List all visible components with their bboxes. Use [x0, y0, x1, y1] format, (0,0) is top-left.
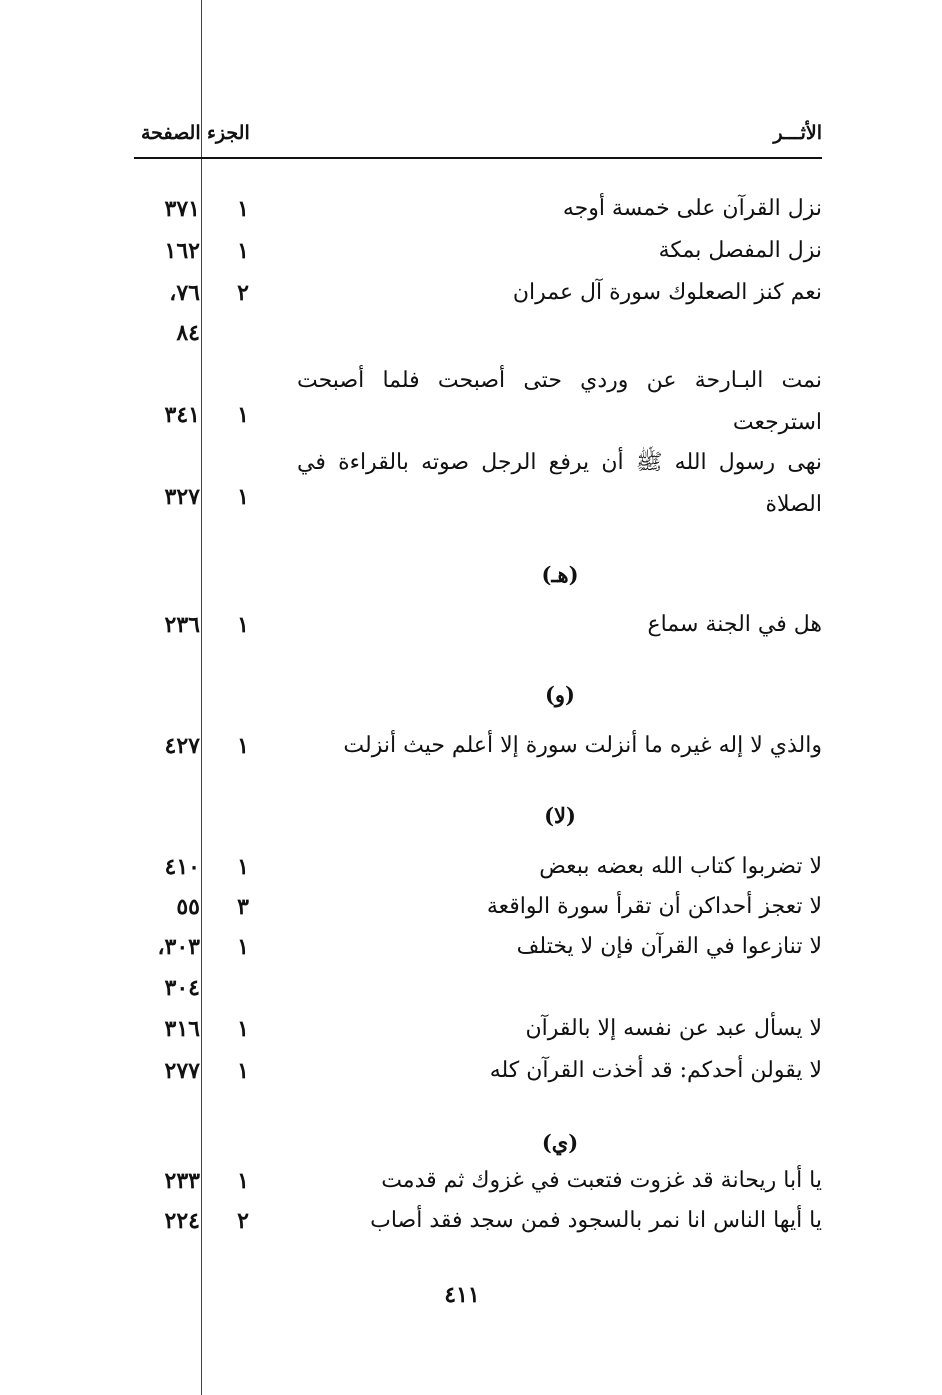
entry-page: ٢٣٣ [164, 1168, 200, 1194]
entry-text: نزل القرآن على خمسة أوجه [562, 196, 822, 221]
entry-volume: ١ [237, 1168, 249, 1194]
entry-text: لا تنازعوا في القرآن فإن لا يختلف [516, 934, 822, 959]
entry-volume: ١ [237, 612, 249, 638]
entry-volume: ١ [237, 733, 249, 759]
entry-page: ٢٧٧ [164, 1058, 200, 1084]
section-heading-la: (لا) [544, 803, 576, 828]
entry-text: لا يقولن أحدكم: قد أخذت القرآن كله [489, 1058, 822, 1083]
entry-text: نعم كنز الصعلوك سورة آل عمران [512, 280, 822, 305]
entry-volume: ١ [237, 934, 249, 960]
section-heading-waw: (و) [544, 682, 575, 707]
entry-page: ٧٦، [169, 280, 200, 306]
entry-text: يا أيها الناس انا نمر بالسجود فمن سجد فقد أصاب [370, 1208, 822, 1233]
entry-page-continued: ٨٤ [176, 320, 200, 346]
entry-volume: ٣ [237, 894, 249, 920]
entry-page: ٣٧١ [164, 196, 200, 222]
entry-page: ٣١٦ [164, 1016, 200, 1042]
entry-page-continued: ٣٠٤ [164, 975, 200, 1001]
entry-page: ٣٢٧ [164, 484, 200, 510]
entry-text: نمت البـارحة عن وردي حتى أصبحت فلما أصبحت استرجعت [297, 368, 822, 435]
entry-page: ٣٤١ [164, 402, 200, 428]
entry-text: يا أبا ريحانة قد غزوت فتعبت في غزوك ثم قدمت [381, 1168, 822, 1193]
entry-text: نهى رسول الله ﷺ أن يرفع الرجل صوته بالقراءة في الصلاة [297, 450, 822, 517]
entry-text: والذي لا إله غيره ما أنزلت سورة إلا أعلم حيث أنزلت [343, 733, 822, 758]
entry-volume: ١ [237, 1058, 249, 1084]
entry-volume: ١ [237, 484, 249, 510]
entry-volume: ١ [237, 854, 249, 880]
entry-page: ١٦٢ [164, 238, 200, 264]
header-volume: الجزء [207, 122, 250, 144]
section-heading-ha: (هـ) [541, 562, 579, 587]
entry-text: هل في الجنة سماع [647, 612, 822, 637]
header-page: الصفحة [141, 122, 201, 144]
entry-volume: ١ [237, 1016, 249, 1042]
section-heading-ya: (ي) [541, 1130, 579, 1155]
entry-text: لا يسأل عبد عن نفسه إلا بالقرآن [525, 1016, 822, 1041]
entry-volume: ٢ [237, 280, 249, 306]
header-rule [134, 157, 822, 159]
column-divider-line [201, 0, 202, 1395]
entry-volume: ١ [237, 402, 249, 428]
header-athar: الأثـــر [773, 122, 822, 144]
entry-page: ٢٣٦ [164, 612, 200, 638]
entry-volume: ٢ [237, 1208, 249, 1234]
page-number: ٤١١ [444, 1282, 480, 1308]
entry-text: لا تضربوا كتاب الله بعضه ببعض [539, 854, 822, 879]
entry-text: لا تعجز أحداكن أن تقرأ سورة الواقعة [486, 894, 822, 919]
entry-page: ٢٢٤ [164, 1208, 200, 1234]
entry-page: ٤٢٧ [164, 733, 200, 759]
entry-page: ٣٠٣، [157, 934, 200, 960]
entry-volume: ١ [237, 196, 249, 222]
entry-text: نزل المفصل بمكة [658, 238, 822, 263]
entry-page: ٥٥ [176, 894, 200, 920]
entry-volume: ١ [237, 238, 249, 264]
entry-page: ٤١٠ [164, 854, 200, 880]
